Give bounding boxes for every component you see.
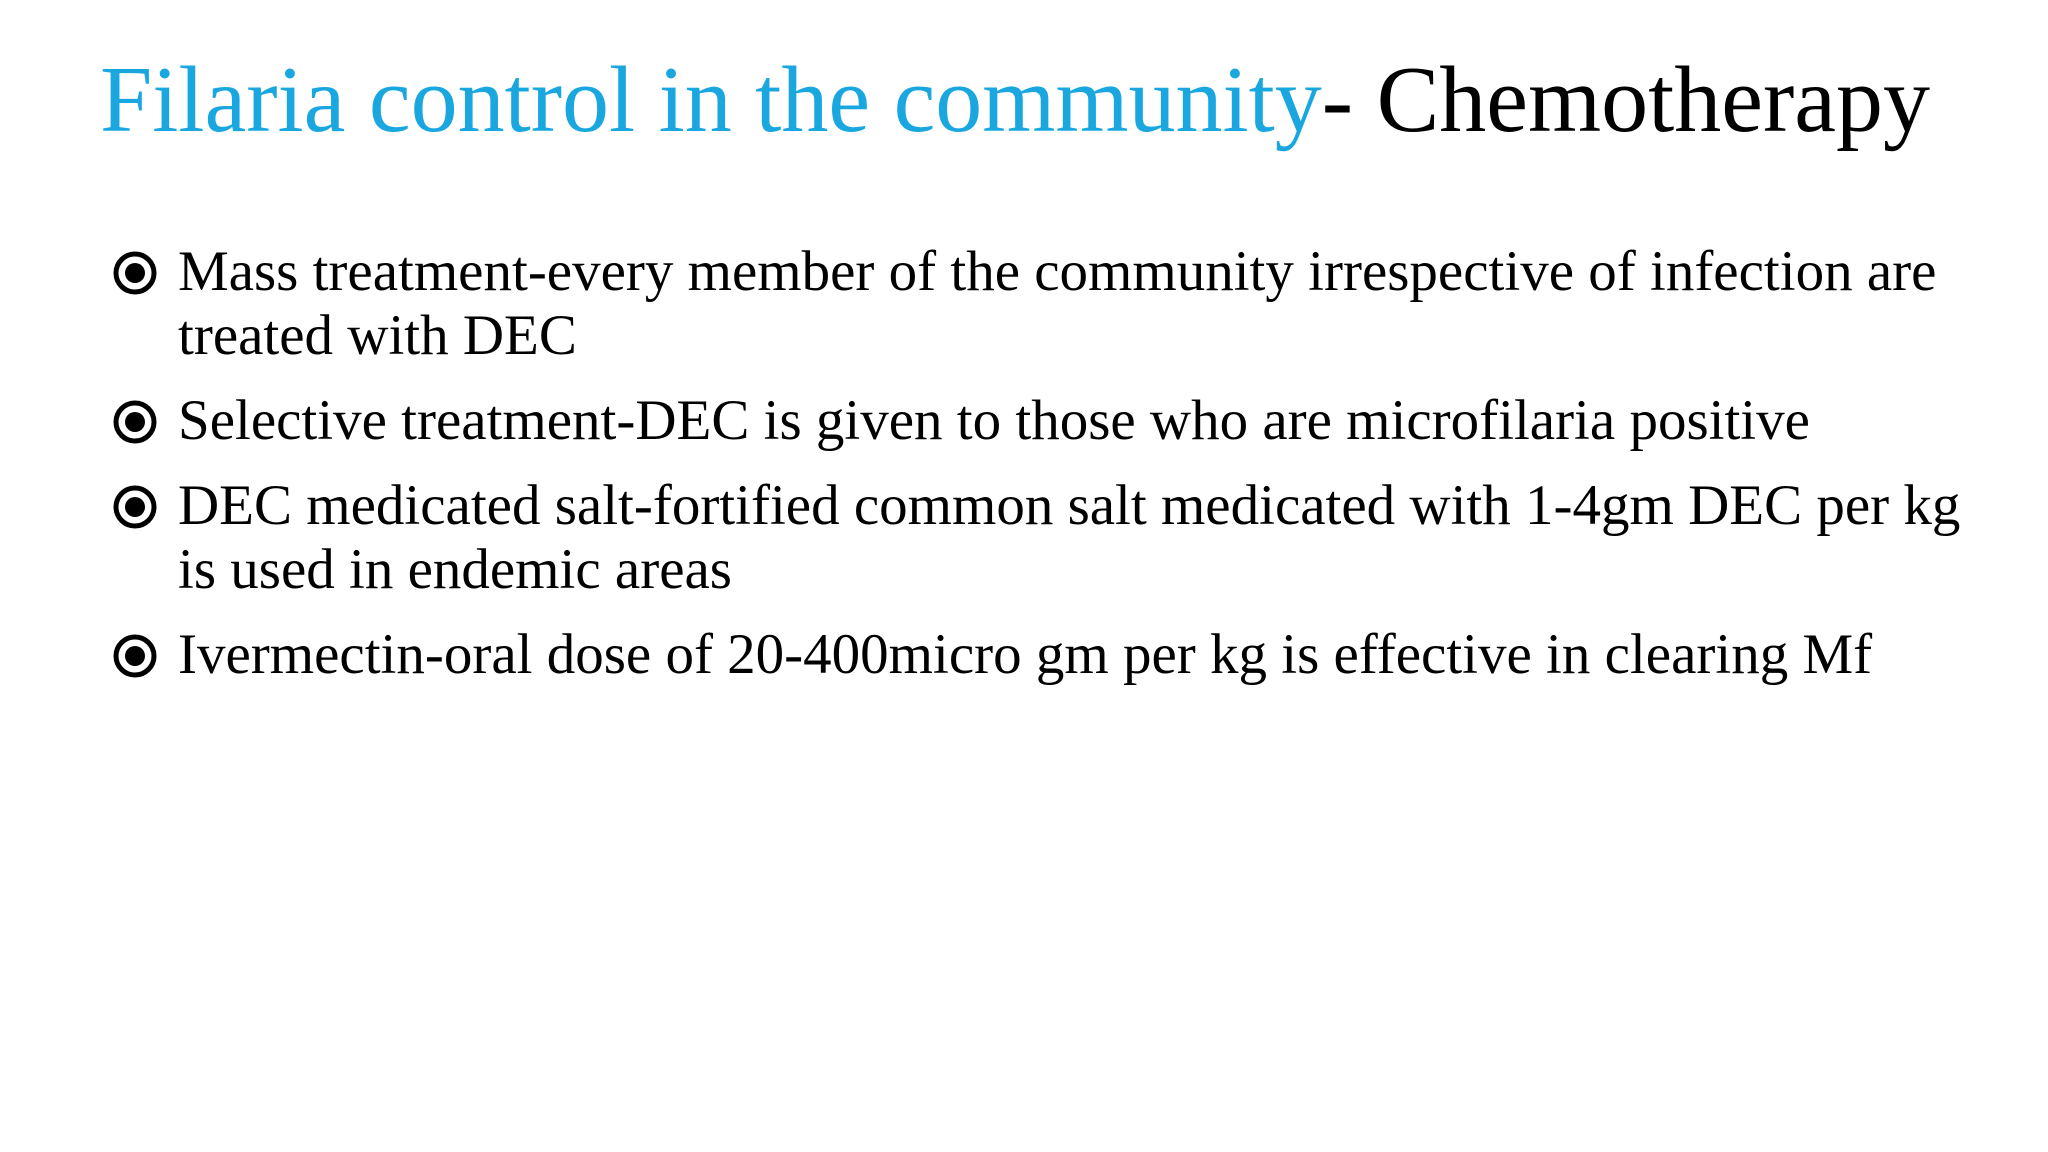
bullet-text: DEC medicated salt-fortified common salt medicated with 1-4gm DEC per kg is used in endemic areas <box>178 474 1961 601</box>
bullet-text: Ivermectin-oral dose of 20-400micro gm per kg is effective in clearing Mf <box>178 623 1873 686</box>
bullet-item <box>112 240 1972 368</box>
radio-bullet-icon <box>112 633 158 679</box>
radio-bullet-icon <box>112 250 158 296</box>
bullet-text: Mass treatment-every member of the community irrespective of infection are treated with DEC <box>178 240 1937 367</box>
slide-title <box>100 40 2000 160</box>
bullet-item <box>112 389 1972 453</box>
bullet-list <box>112 240 1972 708</box>
title-rest: - Chemotherapy <box>1321 48 1930 152</box>
bullet-item <box>112 474 1972 602</box>
radio-bullet-icon <box>112 484 158 530</box>
radio-bullet-icon <box>112 399 158 445</box>
bullet-item <box>112 623 1972 687</box>
bullet-text: Selective treatment-DEC is given to those who are microfilaria positive <box>178 389 1810 452</box>
title-accent: Filaria control in the community <box>100 48 1322 152</box>
